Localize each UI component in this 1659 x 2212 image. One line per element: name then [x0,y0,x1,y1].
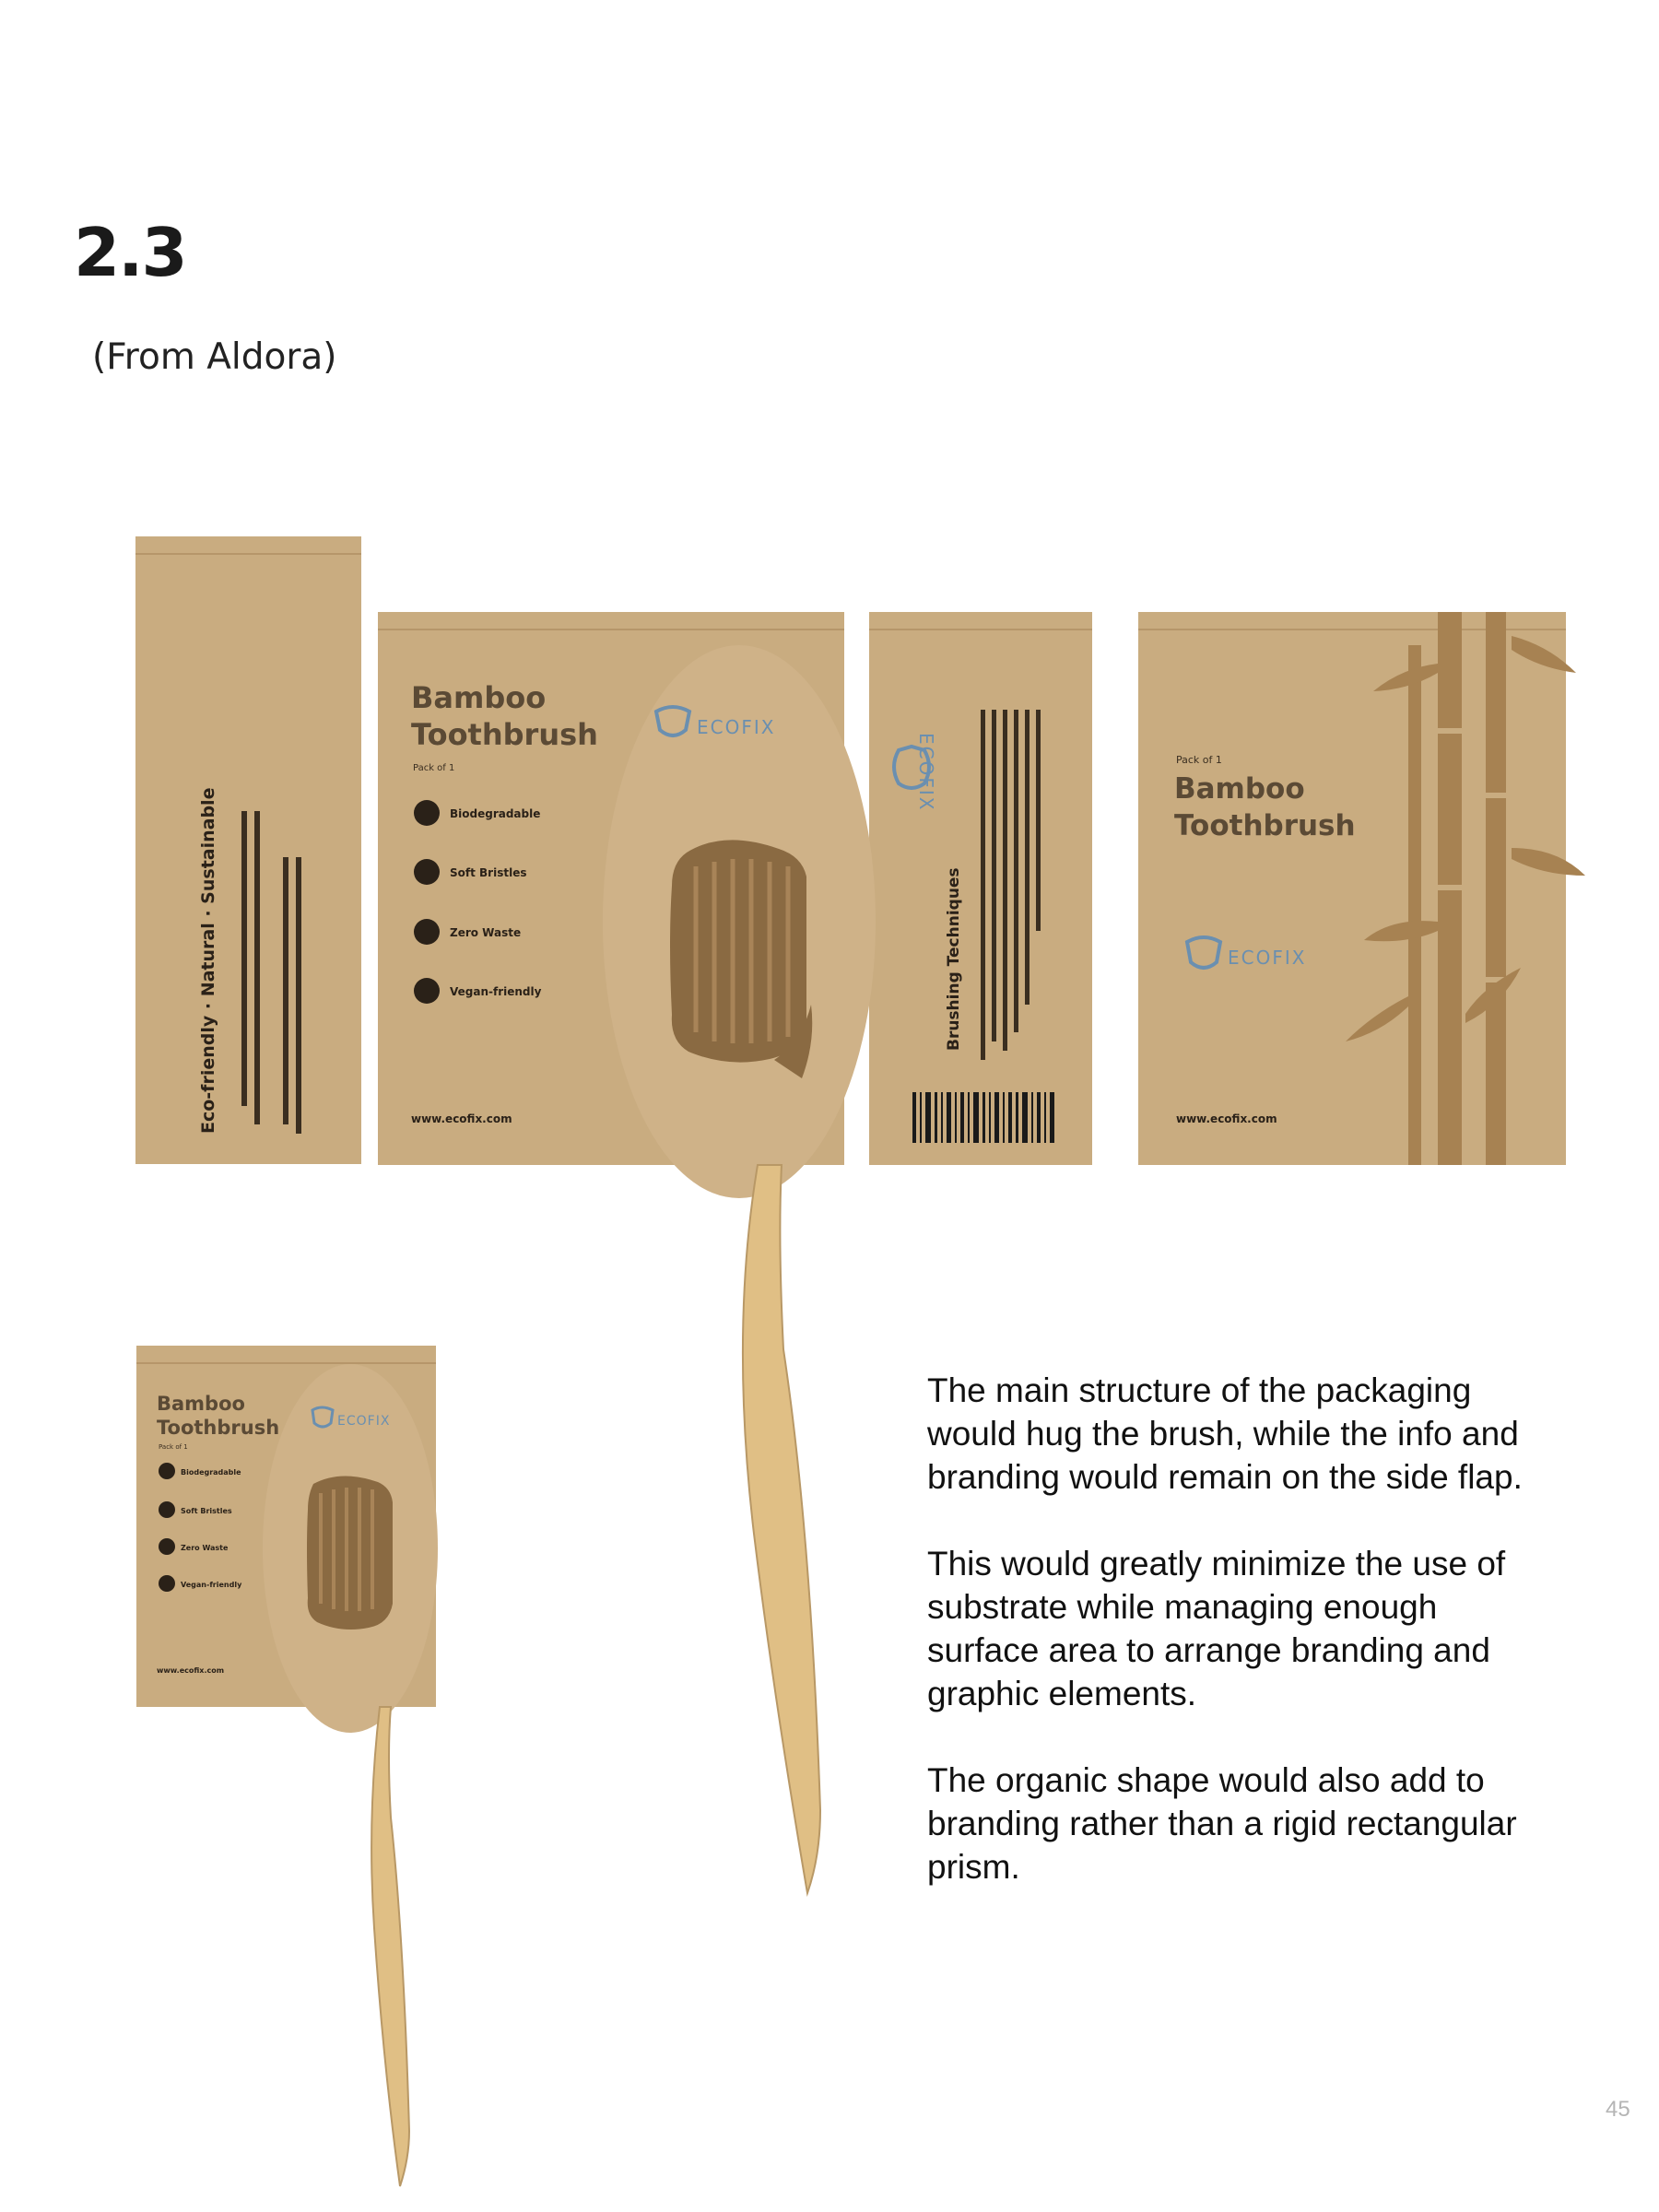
front-website: www.ecofix.com [411,1112,512,1125]
front-pack-count: Pack of 1 [413,763,455,773]
front-brand: ECOFIX [697,716,776,738]
small-vegan-icon [159,1575,175,1592]
small-feature-3: Zero Waste [181,1544,229,1552]
back-heading: Brushing Techniques [945,867,963,1051]
description-paragraph-1: The main structure of the packaging would hug the brush, while the info and branding would remain on the side flap. [927,1371,1523,1496]
small-biodegradable-icon [159,1463,175,1479]
small-feature-4: Vegan-friendly [181,1581,242,1589]
small-title-line1: Bamboo [157,1393,245,1415]
section-number: 2.3 [74,214,186,291]
front-title-line1: Bamboo [411,680,547,715]
small-feature-1: Biodegradable [181,1468,241,1477]
description-text [927,1369,1526,1932]
cover-title-line1: Bamboo [1174,772,1305,806]
front-feature-3: Zero Waste [450,926,522,939]
description-paragraph-3: The organic shape would also add to branding rather than a rigid rectangular prism. [927,1761,1517,1886]
back-brand: ECOFIX [915,733,937,812]
small-toothbrush-head [307,1476,393,1630]
small-soft-bristles-icon [159,1501,175,1518]
cover-pack-count: Pack of 1 [1176,754,1222,766]
small-zero-waste-icon [159,1538,175,1555]
small-feature-2: Soft Bristles [181,1507,232,1515]
small-title-line2: Toothbrush [157,1417,280,1439]
cover-title-line2: Toothbrush [1174,809,1356,842]
side-panel-texts [198,788,301,1134]
biodegradable-icon [414,800,440,826]
bamboo-illustration [1346,612,1585,1165]
cover-brand: ECOFIX [1228,947,1307,969]
small-toothbrush-handle [371,1707,409,2186]
small-brand: ECOFIX [337,1414,391,1429]
page-number: 45 [1606,2097,1630,2122]
front-title-line2: Toothbrush [411,717,598,752]
cover-logo-icon [1187,937,1220,968]
front-feature-2: Soft Bristles [450,866,527,879]
small-website: www.ecofix.com [157,1666,225,1675]
vegan-icon [414,978,440,1004]
toothbrush-handle [743,1165,820,1893]
back-copy-lines [981,710,1041,1060]
small-pack-count: Pack of 1 [159,1443,188,1451]
source-note: (From Aldora) [92,336,337,378]
toothbrush-head-print [670,840,812,1078]
front-feature-4: Vegan-friendly [450,985,542,998]
front-feature-1: Biodegradable [450,807,541,820]
zero-waste-icon [414,919,440,945]
description-paragraph-2: This would greatly minimize the use of substrate while managing enough surface area to arrange branding and graphic elements. [927,1545,1506,1712]
barcode [912,1092,1054,1143]
side-panel-headline: Eco-friendly · Natural · Sustainable [198,787,218,1134]
cover-website: www.ecofix.com [1176,1112,1277,1125]
soft-bristles-icon [414,859,440,885]
